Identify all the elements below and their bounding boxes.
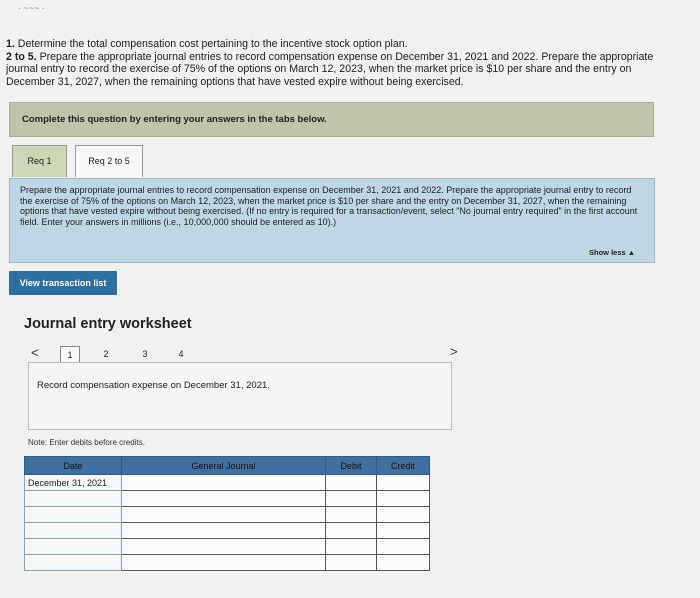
- journal-header-row: [25, 457, 430, 475]
- question-intro: [6, 38, 676, 88]
- prev-page-icon[interactable]: <: [31, 345, 39, 360]
- top-fragment: · ~~~ ·: [18, 3, 45, 13]
- account-select[interactable]: [122, 507, 326, 523]
- table-row: [25, 523, 430, 539]
- column-date: Date: [25, 457, 122, 475]
- table-row: [25, 475, 430, 491]
- page-1-tab[interactable]: 1: [60, 346, 80, 363]
- account-select[interactable]: [122, 475, 326, 491]
- table-row: [25, 491, 430, 507]
- date-cell: [25, 491, 122, 507]
- instructions-panel: Prepare the appropriate journal entries to record compensation expense on December 31, 2021 and 2022. Prepare the appropriate journal entry to record the exercise of 75% of the options on March 12, 2023, when the market price is $10 per share and the entry on December 31, 2027, when the remaining options that have vested expire without being exercised. (If no entry is required for a transaction/event, select "No journal entry required" in the first account field. Enter your answers in millions (i.e., 10,000,000 should be entered as 10).): [9, 178, 655, 263]
- table-row: [25, 507, 430, 523]
- debit-input[interactable]: [326, 539, 377, 555]
- account-select[interactable]: [122, 523, 326, 539]
- intro-line-1-number: 1.: [6, 38, 15, 50]
- debit-input[interactable]: [326, 555, 377, 571]
- column-debit: Debit: [326, 457, 377, 475]
- date-cell: [25, 523, 122, 539]
- date-cell: [25, 539, 122, 555]
- debit-input[interactable]: [326, 491, 377, 507]
- column-credit: Credit: [377, 457, 430, 475]
- next-page-icon[interactable]: >: [450, 344, 458, 359]
- show-less-link[interactable]: Show less ▲: [589, 248, 636, 257]
- tab-req-2-to-5[interactable]: Req 2 to 5: [75, 145, 143, 177]
- tab-req-1[interactable]: Req 1: [12, 145, 67, 177]
- column-general-journal: General Journal: [122, 457, 326, 475]
- account-select[interactable]: [122, 539, 326, 555]
- credit-input[interactable]: [377, 523, 430, 539]
- intro-line-2-number: 2 to 5.: [6, 50, 37, 63]
- credit-input[interactable]: [377, 539, 430, 555]
- page-2-tab[interactable]: 2: [103, 349, 109, 359]
- account-select[interactable]: [122, 491, 326, 507]
- worksheet-title: Journal entry worksheet: [24, 316, 192, 332]
- page-4-tab[interactable]: 4: [178, 349, 184, 359]
- debit-input[interactable]: [326, 523, 377, 539]
- page-3-tab[interactable]: 3: [142, 349, 148, 359]
- intro-line-1-text: Determine the total compensation cost pertaining to the incentive stock option plan.: [14, 38, 408, 50]
- account-select[interactable]: [122, 555, 326, 571]
- intro-line-1: [6, 38, 676, 51]
- date-cell: [25, 507, 122, 523]
- intro-line-2: [6, 51, 676, 89]
- table-row: [25, 555, 430, 571]
- debit-input[interactable]: [326, 475, 377, 491]
- view-transaction-list-button[interactable]: View transaction list: [9, 271, 117, 295]
- debit-input[interactable]: [326, 507, 377, 523]
- date-cell: December 31, 2021: [25, 475, 122, 491]
- journal-table: [24, 456, 430, 571]
- intro-line-2-text: Prepare the appropriate journal entries to record compensation expense on December 31, 2021 and 2022. Prepare the appropriate journal entry to record the exercise of 75% of the options on March 12, 2023, when the market price is $10 per share and the entry on December 31, 2027, when the remaining options that have vested expire without being exercised.: [6, 50, 654, 88]
- complete-banner: Complete this question by entering your answers in the tabs below.: [9, 102, 654, 137]
- credit-input[interactable]: [377, 507, 430, 523]
- credit-input[interactable]: [377, 475, 430, 491]
- credit-input[interactable]: [377, 555, 430, 571]
- table-row: [25, 539, 430, 555]
- credit-input[interactable]: [377, 491, 430, 507]
- debits-credits-note: Note: Enter debits before credits.: [28, 438, 145, 447]
- entry-description-box: [28, 362, 452, 430]
- entry-description: Record compensation expense on December 31, 2021.: [37, 380, 270, 391]
- date-cell: [25, 555, 122, 571]
